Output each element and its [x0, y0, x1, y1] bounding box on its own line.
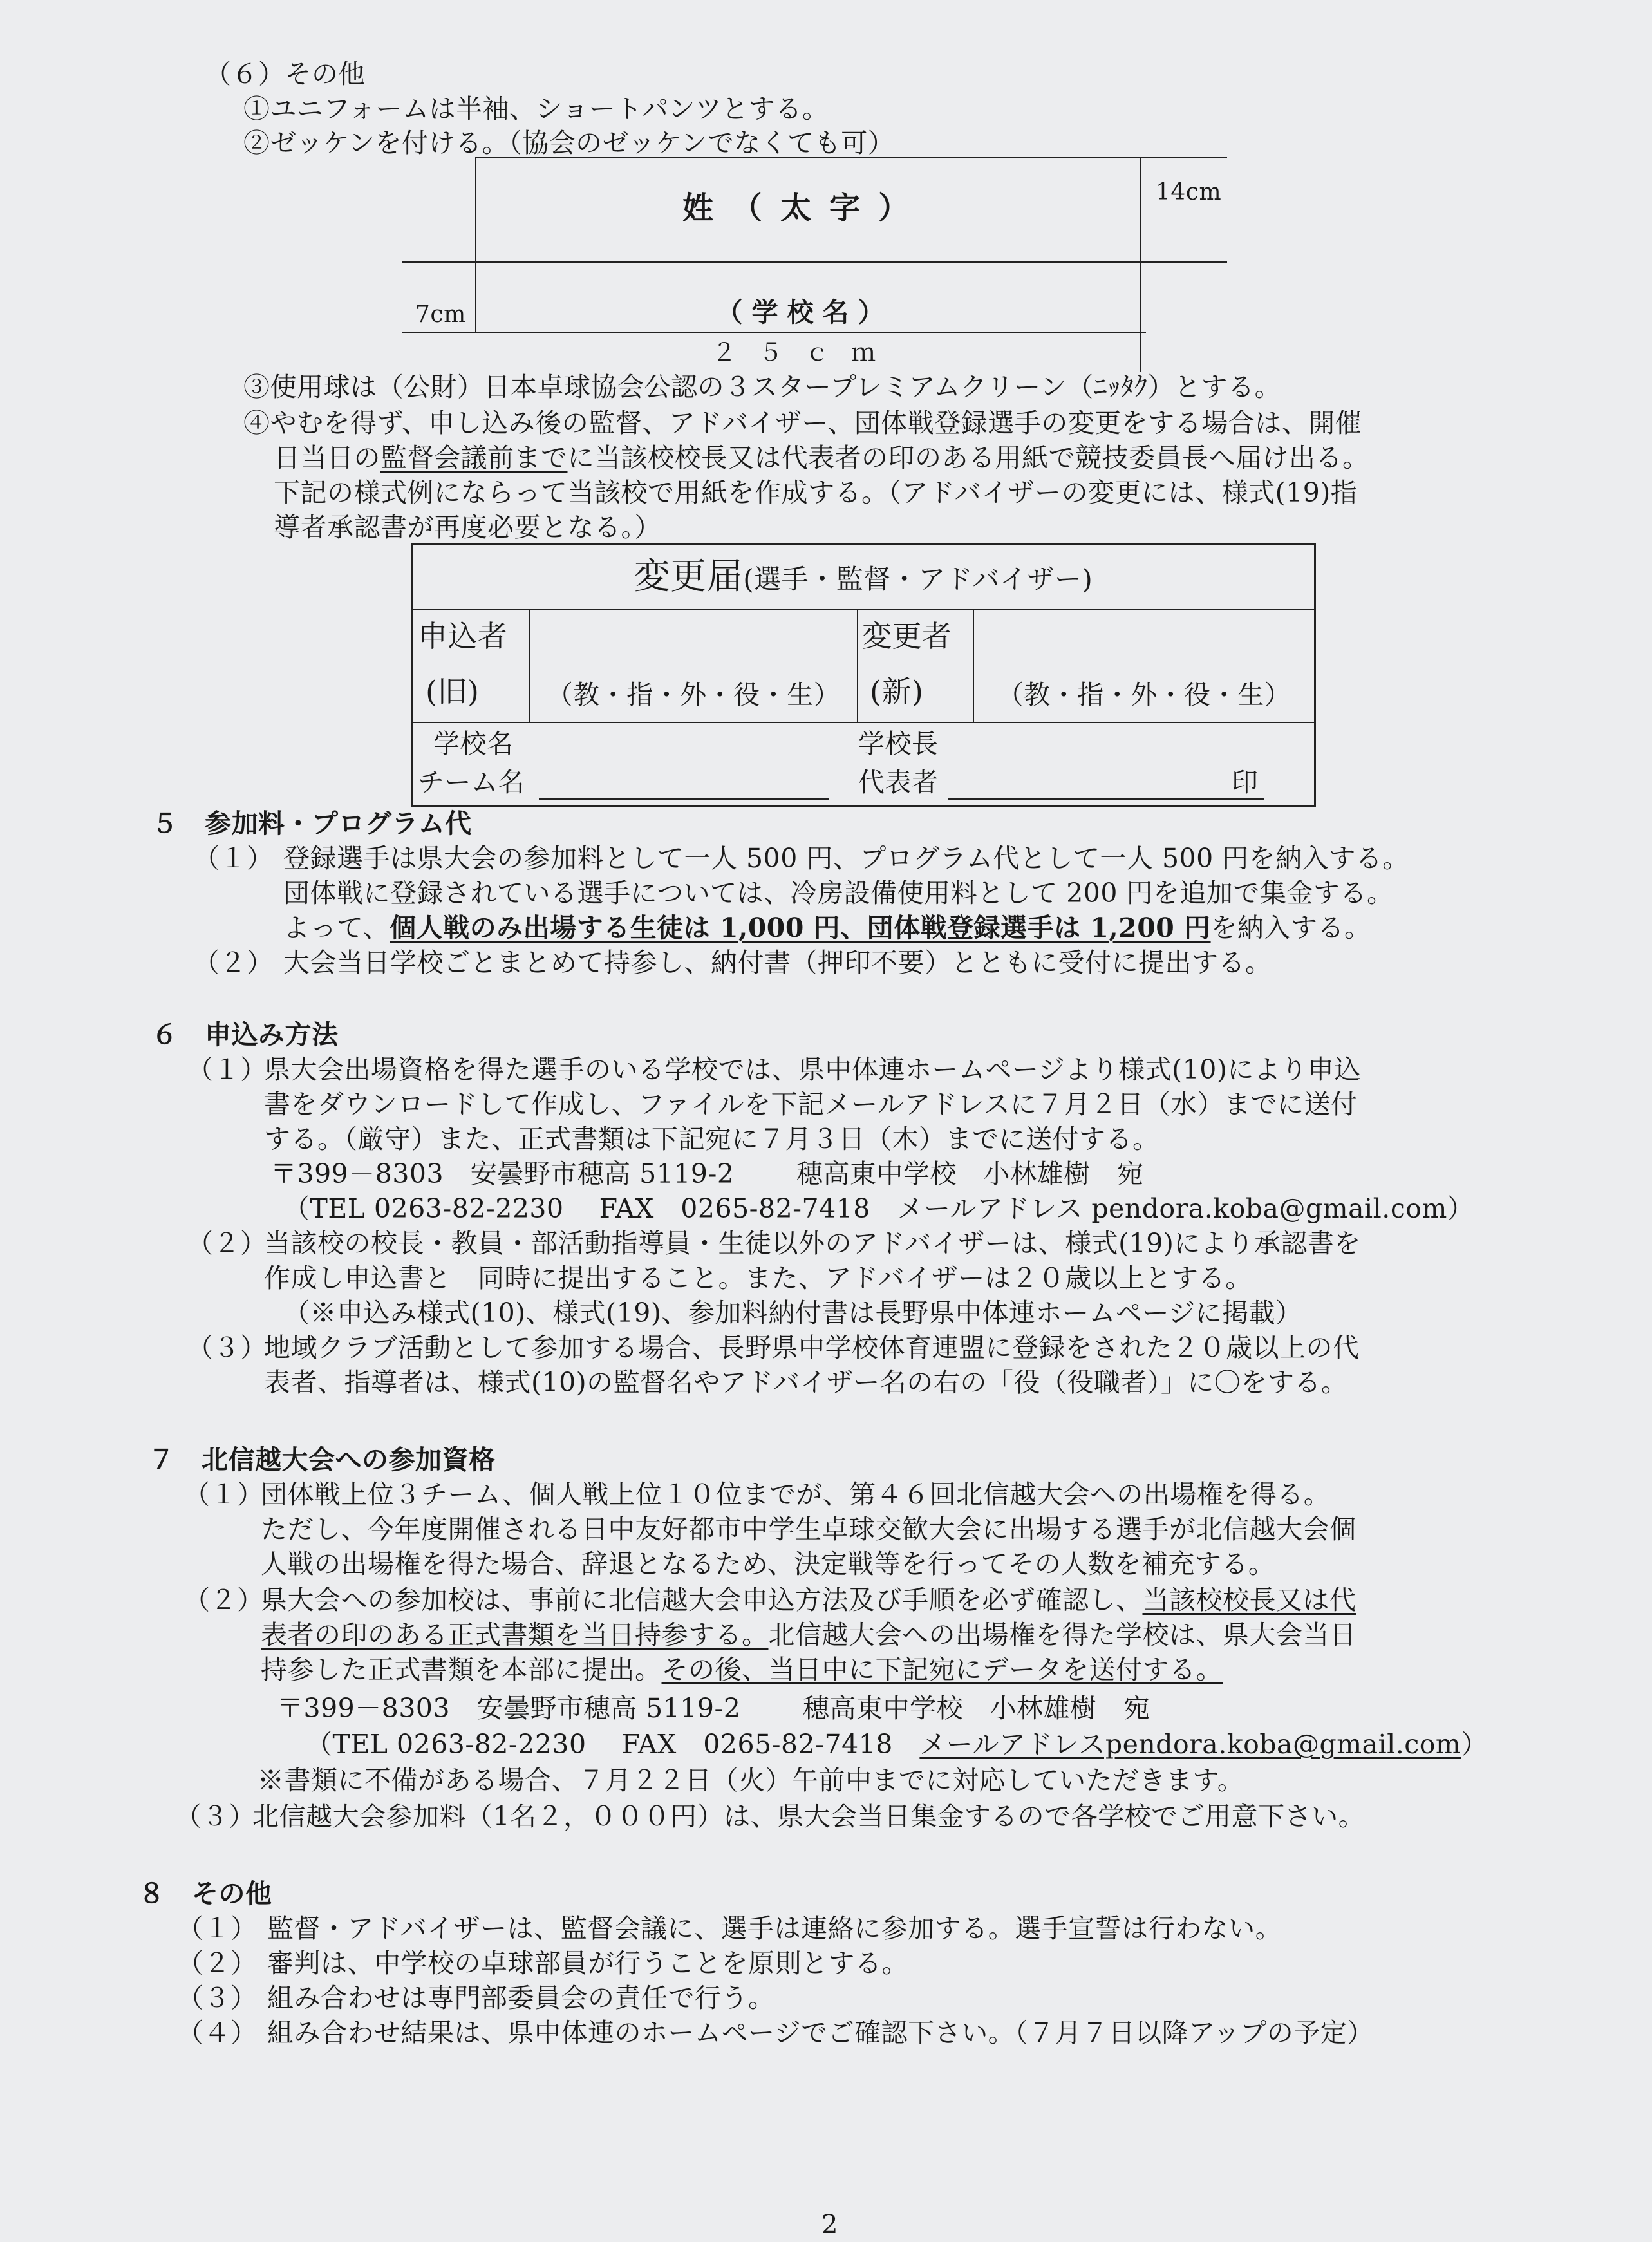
s6-heading: ６ 申込み方法: [151, 1019, 339, 1050]
s8-heading: ８ その他: [138, 1878, 272, 1909]
s7-p1-line2: ただし、今年度開催される日中友好都市中学生卓球交歓大会に出場する選手が北信越大会個: [261, 1514, 1356, 1545]
s8-p1: 監督・アドバイザーは、監督会議に、選手は連絡に参加する。選手宣誓は行わない。: [267, 1913, 1282, 1944]
change-form: [411, 543, 1316, 807]
s4-6-item4-line3: 下記の様式例にならって当該校で用紙を作成する。（アドバイザーの変更には、様式(19)指: [274, 477, 1358, 508]
s6-p1-line2: 書をダウンロードして作成し、ファイルを下記メールアドレスに７月２日（水）までに送付: [264, 1089, 1358, 1120]
changer-new-label: (新): [870, 674, 924, 709]
s6-p1-address: 〒399－8303 安曇野市穂高 5119-2 穂高東中学校 小林雄樹 宛: [270, 1158, 1144, 1189]
s7-p1-line1: 団体戦上位３チーム、個人戦上位１０位までが、第４６回北信越大会への出場権を得る。: [261, 1479, 1331, 1510]
s7-p1-line3: 人戦の出場権を得た場合、辞退となるため、決定戦等を行ってその人数を補充する。: [261, 1549, 1275, 1579]
change-form-subtitle: (選手・監督・アドバイザー): [743, 563, 1093, 595]
s6-p1-num: （１）: [187, 1054, 267, 1085]
s7-p2-contact: （TEL 0263-82-2230 FAX 0265-82-7418 メールアドレスpendora.koba@gmail.com）: [306, 1729, 1488, 1760]
s8-p1-num: （１）: [177, 1913, 258, 1944]
s7-p3-num: （３）: [175, 1801, 256, 1832]
s6-p1-contact: （TEL 0263-82-2230 FAX 0265-82-7418 メールアドレス pendora.koba@gmail.com）: [283, 1193, 1474, 1224]
zekken-school-label: （学校名）: [716, 297, 894, 328]
s4-6-item2: ②ゼッケンを付ける。（協会のゼッケンでなくても可）: [243, 127, 895, 158]
s7-p2-line2: 表者の印のある正式書類を当日持参する。北信越大会への出場権を得た学校は、県大会当日: [261, 1619, 1356, 1650]
kantoku-kaigi-underline: 監督会議前まで: [380, 442, 568, 473]
s7-p2-note: ※書類に不備がある場合、７月２２日（火）午前中までに対応していただきます。: [258, 1765, 1244, 1796]
s6-p2-line1: 当該校の校長・教員・部活動指導員・生徒以外のアドバイザーは、様式(19)により承認書を: [264, 1228, 1361, 1259]
s7-p2-num: （２）: [183, 1585, 264, 1616]
s5-p2-num: （２）: [193, 947, 274, 978]
s7-heading: ７ 北信越大会への参加資格: [148, 1444, 496, 1475]
official-docs-underline-2: 表者の印のある正式書類を当日持参する。: [261, 1619, 769, 1650]
s7-p2-line3: 持参した正式書類を本部に提出。その後、当日中に下記宛にデータを送付する。: [261, 1654, 1223, 1685]
s8-p2: 審判は、中学校の卓球部員が行うことを原則とする。: [267, 1948, 908, 1979]
form-principal-label: 学校長: [858, 728, 939, 759]
zekken-height-total: 14cm: [1156, 179, 1222, 205]
s5-p2-line1: 大会当日学校ごとまとめて持参し、納付書（押印不要）とともに受付に提出する。: [283, 947, 1272, 978]
s6-p2-num: （２）: [187, 1228, 267, 1259]
applicant-role-options: （教・指・外・役・生）: [546, 679, 841, 710]
s6-p1-line3: する。（厳守）また、正式書類は下記宛に７月３日（木）までに送付する。: [264, 1124, 1159, 1154]
s8-p2-num: （２）: [177, 1948, 258, 1979]
s4-6-item4-line2: 日当日の監督会議前までに当該校校長又は代表者の印のある用紙で競技委員長へ届け出る。: [274, 442, 1369, 473]
s4-6-item4-line4: 導者承認書が再度必要となる。）: [274, 512, 661, 543]
s8-p4-num: （４）: [177, 2017, 258, 2048]
s6-p2-line2: 作成し申込書と 同時に提出すること。また、アドバイザーは２０歳以上とする。: [264, 1263, 1252, 1294]
zekken-name-label: 姓（太字）: [682, 190, 927, 226]
zekken-height-lower: 7cm: [415, 301, 466, 328]
s5-p1-num: （１）: [193, 843, 274, 874]
s5-heading: ５ 参加料・プログラム代: [151, 808, 472, 839]
s7-p3-line1: 北信越大会参加料（1名２，０００円）は、県大会当日集金するので各学校でご用意下さい。: [252, 1801, 1366, 1832]
seal-mark: 印: [1232, 767, 1259, 798]
s6-p3-line1: 地域クラブ活動として参加する場合、長野県中学校体育連盟に登録をされた２０歳以上の代: [264, 1332, 1360, 1363]
fee-summary-emphasis: 個人戦のみ出場する生徒は 1,000 円、団体戦登録選手は 1,200 円: [390, 912, 1211, 943]
email-underline: メールアドレスpendora.koba@gmail.com: [919, 1729, 1461, 1760]
official-docs-underline-1: 当該校校長又は代: [1142, 1585, 1356, 1616]
s6-p3-line2: 表者、指導者は、様式(10)の監督名やアドバイザー名の右の「役（役職者）」に〇をする。: [264, 1367, 1348, 1398]
s8-p4: 組み合わせ結果は、県中体連のホームページでご確認下さい。（７月７日以降アップの予定）: [267, 2017, 1374, 2048]
s5-p1-line1: 登録選手は県大会の参加料として一人 500 円、プログラム代として一人 500 円を納入する。: [283, 843, 1409, 874]
send-data-underline: その後、当日中に下記宛にデータを送付する。: [661, 1654, 1223, 1685]
form-rep-label: 代表者: [858, 767, 939, 798]
changer-label: 変更者: [862, 619, 952, 654]
page-number: 2: [821, 2210, 838, 2239]
s8-p3-num: （３）: [177, 1983, 258, 2013]
s7-p2-line1: 県大会への参加校は、事前に北信越大会申込方法及び手順を必ず確認し、当該校校長又は代: [261, 1585, 1356, 1616]
s7-p1-num: （１）: [183, 1479, 264, 1510]
s8-p3: 組み合わせは専門部委員会の責任で行う。: [267, 1983, 775, 2013]
s4-6-item1: ①ユニフォームは半袖、ショートパンツとする。: [243, 93, 829, 124]
form-school-label: 学校名: [433, 728, 514, 759]
s6-p3-num: （３）: [187, 1332, 267, 1363]
s4-6-heading: （６）その他: [205, 59, 365, 89]
s7-p2-address: 〒399－8303 安曇野市穂高 5119-2 穂高東中学校 小林雄樹 宛: [277, 1693, 1150, 1724]
s6-p2-line3: （※申込み様式(10)、様式(19)、参加料納付書は長野県中体連ホームページに掲載）: [283, 1297, 1302, 1328]
applicant-old-label: (旧): [426, 674, 480, 709]
change-form-title: 変更届(選手・監督・アドバイザー): [634, 556, 1093, 598]
changer-role-options: （教・指・外・役・生）: [997, 679, 1291, 710]
s4-6-item4-line1: ④やむを得ず、申し込み後の監督、アドバイザー、団体戦登録選手の変更をする場合は、開催: [243, 408, 1362, 438]
s4-6-item3: ③使用球は（公財）日本卓球協会公認の３スタープレミアムクリーン（ﾆｯﾀｸ）とする。: [243, 372, 1282, 402]
applicant-label: 申込者: [418, 619, 508, 654]
s6-p1-line1: 県大会出場資格を得た選手のいる学校では、県中体連ホームページより様式(10)により申込: [264, 1054, 1361, 1085]
zekken-width-label: ２５ｃｍ: [711, 338, 897, 366]
s5-p1-line2: 団体戦に登録されている選手については、冷房設備使用料として 200 円を追加で集金する。: [283, 878, 1394, 909]
form-team-label: チーム名: [418, 767, 525, 798]
s5-p1-line3: よって、個人戦のみ出場する生徒は 1,000 円、団体戦登録選手は 1,200 円を納入する。: [283, 912, 1371, 943]
